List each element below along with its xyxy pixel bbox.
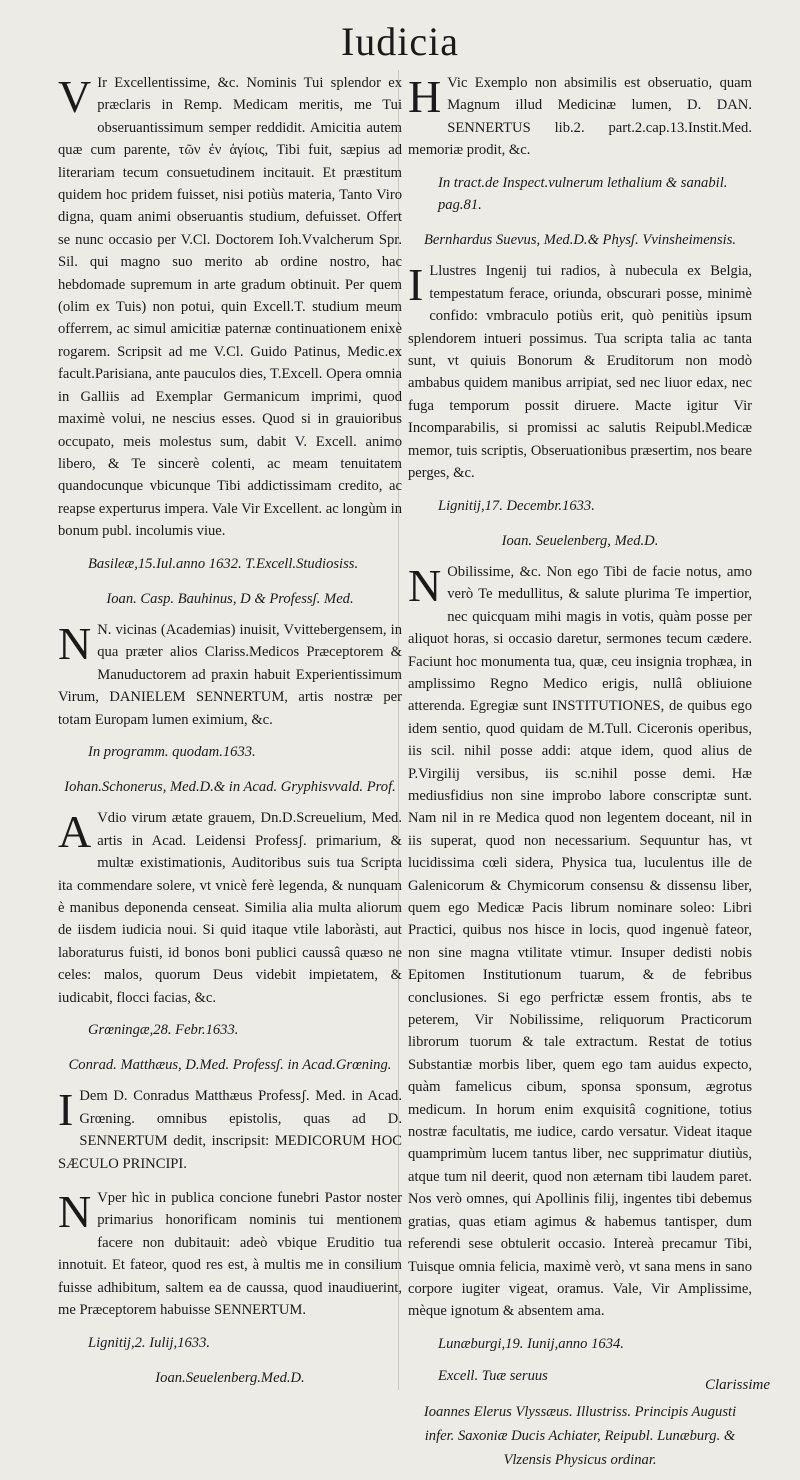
- signature: Bernhardus Suevus, Med.D.& Physʃ. Vvinsheimensis.: [423, 232, 737, 249]
- dateline: Lunæburgi,19. Iunij,anno 1634.: [438, 1335, 624, 1352]
- letter-paragraph: N Obilissime, &c. Non ego Tibi de facie notus, amo verò Te medullitus, & salute plurima Te impertior, nec quicquam mihi magis in votis, quàm posse per aliquot horas, si occasio daretur, sermones tecum cædere. Faciunt hoc monumenta tua, quæ, ceu insignia trophæa, in amplissimo Regno Medico erigis, nullâ obliuione atterenda. Egregiæ sunt INSTITUTIONES, de quibus ego idem sentio, quod quidam de M.Tull. Ciceronis operibus, iis scil. nihil posse addi: atque idem, quod alius de P.Virgilij versibus, iis sc.nihil posse demi. Hæ mediusfidius non sine improbo labore conscriptæ sunt. Nam nil in re Medica quod non legentem doceant, nil in iis superat, quod non necessarium. Sequuntur has, vt lucidissima cœli sidera, Physica tua, luculentus ille de Galenicorum & Chymicorum consensu & dissensu liber, quem ego Medicæ Pacis librum nominare soleo: Libri Practici, quibus nos hisce in locis, quod ingenuè fateor, non sine magna vtilitate vtimur. Insuper dedisti nobis Epitomen Institutionum tuarum, & de febribus conclusiones. Si ego perfrictæ essem frontis, abs te peterem, Vir Nobilissime, reliquorum Practicorum librorum tuorum & tale extractum. Restat de totius Substantiæ morbis liber, quem ego tam auidus expecto, quàm famelicus cibum, sponsa sponsum, ægrotus medicum. In horum enim exquisitâ cognitione, totius nostræ facultatis, me iudice, cardo versatur. Videat itaque quamprimùm lucem tantus liber, nec supprimatur diutiùs, atque tum nil deerit, quod non æternam tibi laudem paret. Nos verò omnes, qui Apollinis filij, ingentes tibi debemus gratias, quas etiam agimus & habemus tantisper, dum referendi sese obtulerit occasio. Intereà precamur Tibi, Tuisque omnia felicia, maximè verò, vt sana mens in sano corpore iugiter vigeat, oramus. Vale, Vir Amplissime, mèque ignotum & absentem ama.: [408, 559, 752, 1320]
- letter-paragraph: V Ir Excellentissime, &c. Nominis Tui splendor ex præclaris in Remp. Medicam meritis, me Tui obseruantissimum semper reddidit. Amicitia autem quæ cum parente, τῶν ἐν ἁγίοις, Tibi fuit, sæpius ad literariam tecum consuetudinem incitauit. Et præstitum quidem hoc pridem fuisset, nisi potiùs materia, Tanto Viro digna, quam animi obseruantis studium, defuisset. Offert se nunc occasio per V.Cl. Doctorem Ioh.Vvalcherum Spr. Sil. qui magno suo merito ab ordine nostro, hac hebdomade supremum in arte gradum obtinuit. Per quem (olim ex Tuis) non potui, quin Excell.T. studium meum offerrem, ac simul amicitiæ paternæ continuationem enixè rogarem. Scripsit ad me V.Cl. Guido Patinus, Medic.ex facult.Parisiana, ante pauculos dies, T.Excell. Opera omnia in Galliis ad Exemplar Germanicum imprimi, quod maximè volui, ne nescius esses. Quod si in grauioribus occupato, meis molestus sum, dabit V. Excell. animo libero, & Te sincerè colenti, ac meam tenuitatem quandocunque vbicunque Tibi addictissimam credito, ac reapse experturus impera. Vale Vir Excellent. ac longùm in bonum publ. incolumis viue.: [58, 71, 402, 540]
- signature: Ioan. Casp. Bauhinus, D & Professʃ. Med.: [106, 590, 354, 607]
- dateline: In tract.de Inspect.vulnerum lethalium & sanabil. pag.81.: [438, 174, 728, 214]
- letter-paragraph: A Vdio virum ætate grauem, Dn.D.Screuelium, Med. artis in Acad. Leidensi Professʃ. primarium, & multæ existimationis, Auditoribus suis tua Scripta ita commendare solere, vt vnicè ferè legenda, & nunquam è manibus deponenda censeat. Similia alia multa aliorum de iisdem iudicia noui. Si quid itaque vtile laboràsti, aut laboraturus fuisti, id bonos boni publici caussâ quæso ne celes: malos, quorum Deus videbit impietatem, & iudicabit, flocci facias, &c.: [58, 806, 402, 1006]
- catchword: Clarissime: [704, 1377, 770, 1393]
- salutation: Excell. Tuæ seruus: [438, 1368, 548, 1385]
- signature: Ioan. Seuelenberg, Med.D.: [501, 532, 659, 549]
- letter-paragraph: I Dem D. Conradus Matthæus Professʃ. Med. in Acad. Grœning. omnibus epistolis, quas ad D. SENNERTUM dedit, inscripsit: MEDICORUM HOC SÆCULO PRINCIPI.: [58, 1084, 402, 1172]
- drop-cap: H: [408, 71, 442, 122]
- page-title: Iudicia: [340, 19, 460, 64]
- left-column: [58, 72, 402, 1398]
- letter-paragraph: N Vper hìc in publica concione funebri Pastor noster primarius honorificam nominis tui mentionem facere non dubitauit: adeò vbique Eruditio tua innotuit. Et fateor, quod res est, à multis me in consilium fuisse adhibitum, saltem ea de caussa, quod inaudiuerint, me Præceptorem habuisse SENNERTUM.: [58, 1186, 402, 1319]
- dateline: In programm. quodam.1633.: [88, 743, 256, 760]
- drop-cap: I: [408, 259, 424, 311]
- signature: Ioannes Elerus Vlyssæus. Illustriss. Principis Augusti infer. Saxoniæ Ducis Achiater, Reipubl. Lunæburg. & Vlzensis Physicus ordinar.: [423, 1403, 737, 1468]
- drop-cap: I: [58, 1084, 74, 1136]
- drop-cap: N: [408, 559, 442, 611]
- drop-cap: A: [58, 806, 92, 858]
- signature: Iohan.Schonerus, Med.D.& in Acad. Gryphisvvald. Prof.: [64, 779, 396, 796]
- drop-cap: N: [58, 617, 92, 669]
- dateline: Lignitij,2. Iulij,1633.: [88, 1334, 211, 1351]
- dateline: Lignitij,17. Decembr.1633.: [438, 497, 595, 514]
- dateline: Basileæ,15.Iul.anno 1632. T.Excell.Studiosiss.: [88, 555, 359, 572]
- letter-paragraph: N N. vicinas (Academias) inuisit, Vvittebergensem, in qua præter alios Clariss.Medicos Præceptorem & Manuductorem ad praxin habuit Experientissimum Virum, DANIELEM SENNERTUM, artis nostræ per totam Europam lumen eximium, &c.: [58, 617, 402, 728]
- signature: Conrad. Matthæus, D.Med. Professʃ. in Acad.Grœning.: [68, 1057, 392, 1074]
- right-column: [408, 72, 752, 1480]
- letter-paragraph: H Vic Exemplo non absimilis est obseruatio, quam Magnum illud Medicinæ lumen, D. DAN. SENNERTUS lib.2. part.2.cap.13.Instit.Med. memoriæ prodit, &c.: [408, 71, 752, 159]
- dateline: Grœningæ,28. Febr.1633.: [88, 1022, 239, 1039]
- signature: Ioan.Seuelenberg.Med.D.: [155, 1369, 305, 1386]
- drop-cap: V: [58, 71, 92, 122]
- drop-cap: N: [58, 1186, 92, 1238]
- letter-paragraph: I Llustres Ingenij tui radios, à nubecula ex Belgia, tempestatum ferace, oriunda, obscurari posse, minimè confido: vmbraculo potiùs erit, quò penitiùs ipsum splendorem intueri possimus. Tua scripta talia ac tanta sunt, vt quiuis Bonorum & Eruditorum non modò ambabus quidem manibus arripiat, sed nec liuor edax, nec fuga temporum possit diruere. Macte igitur Vir Incomparabilis, si promissi ac salutis Reipubl.Medicæ memor, tuis scriptis, Obseruationibus præsertim, nos beare perges, &c.: [408, 259, 752, 482]
